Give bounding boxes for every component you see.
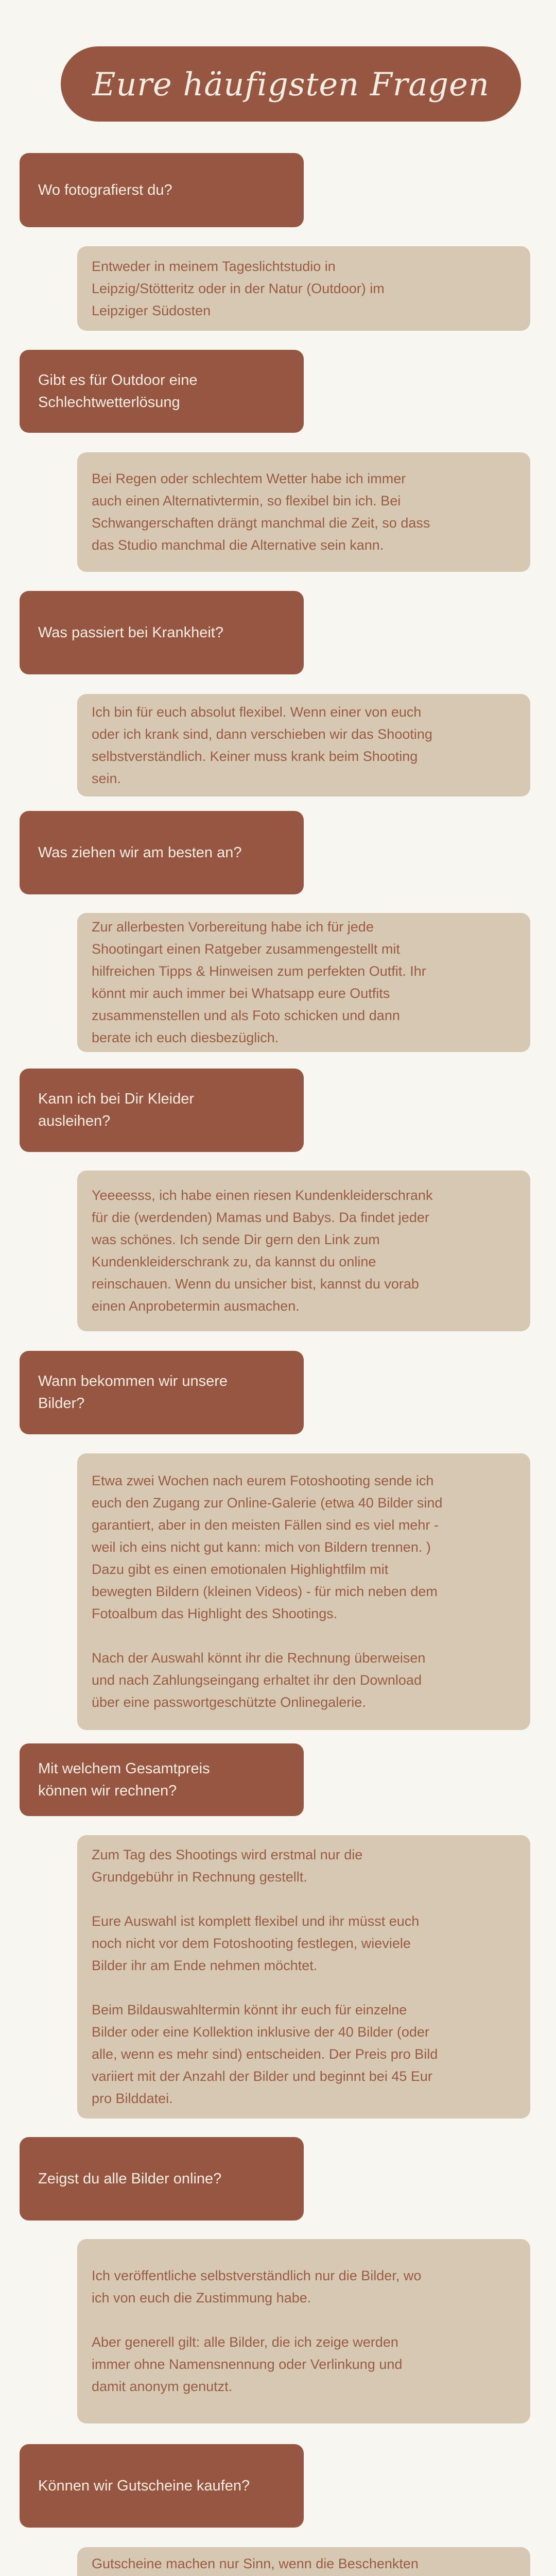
faq-question: Gibt es für Outdoor eine Schlechtwetterlösung	[20, 350, 304, 433]
faq-answer: Bei Regen oder schlechtem Wetter habe ich immer auch einen Alternativtermin, so flexibel bin ich. Bei Schwangerschaften drängt manchmal die Zeit, so dass das Studio manchmal die Alternative sein kann.	[77, 452, 530, 572]
faq-question: Was passiert bei Krankheit?	[20, 591, 304, 674]
faq-answer: Zum Tag des Shootings wird erstmal nur die Grundgebühr in Rechnung gestellt. Eure Auswahl ist komplett flexibel und ihr müsst euch noch nicht vor dem Fotoshooting festlegen, wieviele Bilder ihr am Ende nehmen möchtet. Beim Bildauswahltermin könnt ihr euch für einzelne Bilder oder eine Kollektion inklusive der 40 Bilder (oder alle, wenn es mehr sind) entscheiden. Der Preis pro Bild variiert mit der Anzahl der Bilder und beginnt bei 45 Eur pro Bilddatei.	[77, 1835, 530, 2119]
faq-question: Was ziehen wir am besten an?	[20, 811, 304, 894]
faq-answer: Entweder in meinem Tageslichtstudio in Leipzig/Stötteritz oder in der Natur (Outdoor) im Leipziger Südosten	[77, 246, 530, 331]
page-title: Eure häufigsten Fragen	[92, 65, 490, 103]
faq-question: Mit welchem Gesamtpreis können wir rechnen?	[20, 1743, 304, 1816]
faq-answer: Gutscheine machen nur Sinn, wenn die Beschenkten	[77, 2547, 530, 2576]
faq-question: Wo fotografierst du?	[20, 153, 304, 227]
faq-question: Zeigst du alle Bilder online?	[20, 2137, 304, 2221]
faq-answer: Ich veröffentliche selbstverständlich nur die Bilder, wo ich von euch die Zustimmung habe. Aber generell gilt: alle Bilder, die ich zeige werden immer ohne Namensnennung oder Verlinkung und damit anonym genutzt.	[77, 2239, 530, 2424]
faq-question: Kann ich bei Dir Kleider ausleihen?	[20, 1069, 304, 1152]
faq-answer: Yeeeesss, ich habe einen riesen Kundenkleiderschrank für die (werdenden) Mamas und Babys. Da findet jeder was schönes. Ich sende Dir gern den Link zum Kundenkleiderschrank zu, da kannst du online reinschauen. Wenn du unsicher bist, kannst du vorab einen Anprobetermin ausmachen.	[77, 1171, 530, 1331]
faq-answer: Zur allerbesten Vorbereitung habe ich für jede Shootingart einen Ratgeber zusammengestellt mit hilfreichen Tipps & Hinweisen zum perfekten Outfit. Ihr könnt mir auch immer bei Whatsapp eure Outfits zusammenstellen und als Foto schicken und dann berate ich euch diesbezüglich.	[77, 913, 530, 1052]
faq-answer: Ich bin für euch absolut flexibel. Wenn einer von euch oder ich krank sind, dann verschieben wir das Shooting selbstverständlich. Keiner muss krank beim Shooting sein.	[77, 694, 530, 796]
faq-question: Können wir Gutscheine kaufen?	[20, 2444, 304, 2528]
faq-question: Wann bekommen wir unsere Bilder?	[20, 1351, 304, 1434]
page-title-banner	[61, 46, 521, 122]
faq-answer: Etwa zwei Wochen nach eurem Fotoshooting sende ich euch den Zugang zur Online-Galerie (etwa 40 Bilder sind garantiert, aber in den meisten Fällen sind es viel mehr - weil ich eins nicht gut kann: mich von Bildern trennen. ) Dazu gibt es einen emotionalen Highlightfilm mit bewegten Bildern (kleinen Videos) - für mich neben dem Fotoalbum das Highlight des Shootings. Nach der Auswahl könnt ihr die Rechnung überweisen und nach Zahlungseingang erhaltet ihr den Download über eine passwortgeschützte Onlinegalerie.	[77, 1453, 530, 1730]
